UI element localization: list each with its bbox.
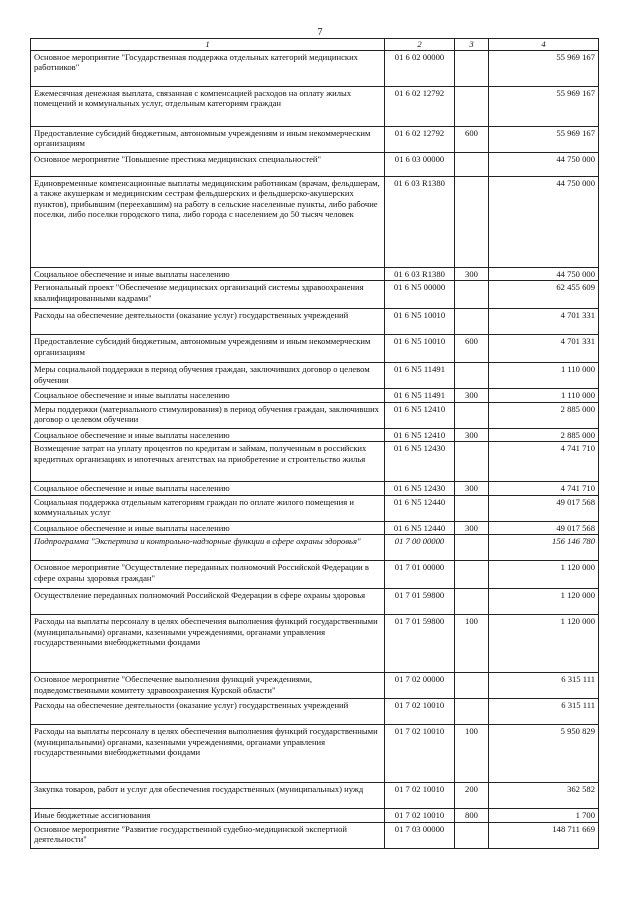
row-expense-type-cell bbox=[455, 402, 489, 428]
row-amount-cell: 148 711 669 bbox=[489, 822, 599, 848]
row-name-cell: Меры поддержки (материального стимулирования) в период обучения граждан, заключивших договор о целевом обучении bbox=[31, 402, 385, 428]
row-expense-type-cell: 300 bbox=[455, 267, 489, 281]
row-name-cell: Подпрограмма "Экспертиза и контрольно-надзорные функции в сфере охраны здоровья" bbox=[31, 535, 385, 561]
row-expense-type-cell: 600 bbox=[455, 335, 489, 363]
row-expense-type-cell bbox=[455, 152, 489, 176]
table-row bbox=[31, 822, 599, 848]
header-col-3: 3 bbox=[455, 39, 489, 51]
row-code-cell: 01 7 02 10010 bbox=[385, 725, 455, 783]
row-expense-type-cell: 800 bbox=[455, 809, 489, 823]
row-expense-type-cell: 100 bbox=[455, 615, 489, 673]
budget-table bbox=[30, 38, 599, 849]
row-amount-cell: 1 700 bbox=[489, 809, 599, 823]
row-name-cell: Социальное обеспечение и иные выплаты населению bbox=[31, 389, 385, 403]
row-name-cell: Расходы на обеспечение деятельности (оказание услуг) государственных учреждений bbox=[31, 309, 385, 335]
row-amount-cell: 4 701 331 bbox=[489, 309, 599, 335]
row-amount-cell: 55 969 167 bbox=[489, 86, 599, 126]
table-row bbox=[31, 442, 599, 482]
table-row bbox=[31, 363, 599, 389]
row-name-cell: Социальное обеспечение и иные выплаты населению bbox=[31, 267, 385, 281]
row-expense-type-cell bbox=[455, 176, 489, 267]
row-code-cell: 01 6 N5 10010 bbox=[385, 335, 455, 363]
row-amount-cell: 2 885 000 bbox=[489, 428, 599, 442]
row-code-cell: 01 6 02 12792 bbox=[385, 126, 455, 152]
row-expense-type-cell bbox=[455, 309, 489, 335]
row-expense-type-cell bbox=[455, 86, 489, 126]
row-amount-cell: 6 315 111 bbox=[489, 673, 599, 699]
row-name-cell: Основное мероприятие "Осуществление переданных полномочий Российской Федерации в сфере охраны здоровья граждан" bbox=[31, 561, 385, 589]
row-name-cell: Основное мероприятие "Повышение престижа медицинских специальностей" bbox=[31, 152, 385, 176]
row-code-cell: 01 7 01 00000 bbox=[385, 561, 455, 589]
row-code-cell: 01 7 01 59800 bbox=[385, 589, 455, 615]
row-name-cell: Региональный проект "Обеспечение медицинских организаций системы здравоохранения квалифицированными кадрами" bbox=[31, 281, 385, 309]
page-number: 7 bbox=[317, 27, 323, 38]
row-name-cell: Расходы на обеспечение деятельности (оказание услуг) государственных учреждений bbox=[31, 699, 385, 725]
row-code-cell: 01 6 N5 00000 bbox=[385, 281, 455, 309]
row-code-cell: 01 6 02 00000 bbox=[385, 50, 455, 86]
row-amount-cell: 1 120 000 bbox=[489, 561, 599, 589]
row-amount-cell: 1 120 000 bbox=[489, 615, 599, 673]
table-row bbox=[31, 495, 599, 521]
row-expense-type-cell bbox=[455, 535, 489, 561]
row-amount-cell: 2 885 000 bbox=[489, 402, 599, 428]
table-row bbox=[31, 428, 599, 442]
table-row bbox=[31, 561, 599, 589]
row-code-cell: 01 6 N5 12440 bbox=[385, 521, 455, 535]
table-row bbox=[31, 152, 599, 176]
table-row bbox=[31, 126, 599, 152]
row-code-cell: 01 6 N5 11491 bbox=[385, 389, 455, 403]
row-expense-type-cell bbox=[455, 673, 489, 699]
table-row bbox=[31, 176, 599, 267]
row-amount-cell: 44 750 000 bbox=[489, 267, 599, 281]
row-expense-type-cell bbox=[455, 589, 489, 615]
table-row bbox=[31, 521, 599, 535]
row-name-cell: Социальная поддержка отдельным категориям граждан по оплате жилого помещения и коммунальных услуг bbox=[31, 495, 385, 521]
row-name-cell: Расходы на выплаты персоналу в целях обеспечения выполнения функций государственными (муниципальными) органами, казенными учреждениями, органами управления государственными внебюджетными фондами bbox=[31, 725, 385, 783]
row-expense-type-cell bbox=[455, 442, 489, 482]
table-row bbox=[31, 335, 599, 363]
row-amount-cell: 1 120 000 bbox=[489, 589, 599, 615]
row-name-cell: Закупка товаров, работ и услуг для обеспечения государственных (муниципальных) нужд bbox=[31, 783, 385, 809]
row-name-cell: Ежемесячная денежная выплата, связанная с компенсацией расходов на оплату жилых помещений и коммунальных услуг, отдельным категориям граждан bbox=[31, 86, 385, 126]
table-row bbox=[31, 699, 599, 725]
row-expense-type-cell bbox=[455, 50, 489, 86]
row-name-cell: Меры социальной поддержки в период обучения граждан, заключивших договор о целевом обучении bbox=[31, 363, 385, 389]
row-name-cell: Социальное обеспечение и иные выплаты населению bbox=[31, 521, 385, 535]
table-row bbox=[31, 86, 599, 126]
row-code-cell: 01 7 02 10010 bbox=[385, 809, 455, 823]
row-code-cell: 01 6 N5 12410 bbox=[385, 428, 455, 442]
table-row bbox=[31, 482, 599, 496]
row-name-cell: Осуществление переданных полномочий Российской Федерации в сфере охраны здоровья bbox=[31, 589, 385, 615]
row-code-cell: 01 6 N5 12440 bbox=[385, 495, 455, 521]
row-code-cell: 01 6 02 12792 bbox=[385, 86, 455, 126]
row-code-cell: 01 6 N5 12430 bbox=[385, 482, 455, 496]
row-code-cell: 01 7 02 00000 bbox=[385, 673, 455, 699]
row-amount-cell: 4 701 331 bbox=[489, 335, 599, 363]
row-code-cell: 01 6 03 R1380 bbox=[385, 267, 455, 281]
row-code-cell: 01 6 N5 12430 bbox=[385, 442, 455, 482]
row-amount-cell: 156 146 780 bbox=[489, 535, 599, 561]
header-col-4: 4 bbox=[489, 39, 599, 51]
row-expense-type-cell: 300 bbox=[455, 389, 489, 403]
row-name-cell: Предоставление субсидий бюджетным, автономным учреждениям и иным некоммерческим организациям bbox=[31, 126, 385, 152]
row-amount-cell: 44 750 000 bbox=[489, 176, 599, 267]
row-expense-type-cell bbox=[455, 561, 489, 589]
row-expense-type-cell bbox=[455, 363, 489, 389]
row-amount-cell: 362 582 bbox=[489, 783, 599, 809]
row-expense-type-cell: 300 bbox=[455, 428, 489, 442]
row-amount-cell: 55 969 167 bbox=[489, 50, 599, 86]
row-code-cell: 01 6 N5 12410 bbox=[385, 402, 455, 428]
table-row bbox=[31, 309, 599, 335]
header-col-2: 2 bbox=[385, 39, 455, 51]
table-row bbox=[31, 389, 599, 403]
row-code-cell: 01 7 02 10010 bbox=[385, 783, 455, 809]
row-amount-cell: 1 110 000 bbox=[489, 363, 599, 389]
row-name-cell: Основное мероприятие "Государственная поддержка отдельных категорий медицинских работников" bbox=[31, 50, 385, 86]
row-amount-cell: 6 315 111 bbox=[489, 699, 599, 725]
table-row bbox=[31, 267, 599, 281]
row-expense-type-cell: 600 bbox=[455, 126, 489, 152]
row-amount-cell: 5 950 829 bbox=[489, 725, 599, 783]
row-amount-cell: 62 455 609 bbox=[489, 281, 599, 309]
budget-table-body bbox=[31, 39, 599, 849]
table-row bbox=[31, 402, 599, 428]
row-amount-cell: 55 969 167 bbox=[489, 126, 599, 152]
row-name-cell: Возмещение затрат на уплату процентов по кредитам и займам, полученным в российских кредитных организациях и ипотечных агентствах на приобретение и строительство жилья bbox=[31, 442, 385, 482]
row-name-cell: Предоставление субсидий бюджетным, автономным учреждениям и иным некоммерческим организациям bbox=[31, 335, 385, 363]
table-row bbox=[31, 535, 599, 561]
row-amount-cell: 44 750 000 bbox=[489, 152, 599, 176]
table-row bbox=[31, 673, 599, 699]
row-name-cell: Иные бюджетные ассигнования bbox=[31, 809, 385, 823]
row-code-cell: 01 6 03 00000 bbox=[385, 152, 455, 176]
table-header-row bbox=[31, 39, 599, 51]
row-code-cell: 01 6 03 R1380 bbox=[385, 176, 455, 267]
row-code-cell: 01 7 00 00000 bbox=[385, 535, 455, 561]
row-expense-type-cell bbox=[455, 281, 489, 309]
table-row bbox=[31, 281, 599, 309]
row-name-cell: Единовременные компенсационные выплаты медицинским работникам (врачам, фельдшерам, а также акушеркам и медицинским сестрам фельдшерских и фельдшерско-акушерских пунктов), прибывшим (переехавшим) на работу в сельские населенные пункты, либо рабочие поселки, либо поселки городского типа, либо города с населением до 50 тысяч человек bbox=[31, 176, 385, 267]
row-name-cell: Основное мероприятие "Развитие государственной судебно-медицинской экспертной деятельности" bbox=[31, 822, 385, 848]
header-col-1: 1 bbox=[31, 39, 385, 51]
row-amount-cell: 4 741 710 bbox=[489, 442, 599, 482]
table-row bbox=[31, 783, 599, 809]
row-name-cell: Расходы на выплаты персоналу в целях обеспечения выполнения функций государственными (муниципальными) органами, казенными учреждениями, органами управления государственными внебюджетными фондами bbox=[31, 615, 385, 673]
table-row bbox=[31, 589, 599, 615]
row-expense-type-cell: 200 bbox=[455, 783, 489, 809]
row-name-cell: Основное мероприятие "Обеспечение выполнения функций учреждениями, подведомственными комитету здравоохранения Курской области" bbox=[31, 673, 385, 699]
row-expense-type-cell bbox=[455, 495, 489, 521]
row-amount-cell: 49 017 568 bbox=[489, 495, 599, 521]
row-code-cell: 01 7 01 59800 bbox=[385, 615, 455, 673]
row-code-cell: 01 6 N5 10010 bbox=[385, 309, 455, 335]
row-expense-type-cell: 100 bbox=[455, 725, 489, 783]
table-row bbox=[31, 615, 599, 673]
row-amount-cell: 49 017 568 bbox=[489, 521, 599, 535]
row-code-cell: 01 6 N5 11491 bbox=[385, 363, 455, 389]
row-expense-type-cell bbox=[455, 699, 489, 725]
row-amount-cell: 1 110 000 bbox=[489, 389, 599, 403]
row-code-cell: 01 7 02 10010 bbox=[385, 699, 455, 725]
row-name-cell: Социальное обеспечение и иные выплаты населению bbox=[31, 428, 385, 442]
row-name-cell: Социальное обеспечение и иные выплаты населению bbox=[31, 482, 385, 496]
table-row bbox=[31, 725, 599, 783]
row-expense-type-cell bbox=[455, 822, 489, 848]
table-row bbox=[31, 50, 599, 86]
row-expense-type-cell: 300 bbox=[455, 482, 489, 496]
row-amount-cell: 4 741 710 bbox=[489, 482, 599, 496]
table-row bbox=[31, 809, 599, 823]
row-code-cell: 01 7 03 00000 bbox=[385, 822, 455, 848]
row-expense-type-cell: 300 bbox=[455, 521, 489, 535]
